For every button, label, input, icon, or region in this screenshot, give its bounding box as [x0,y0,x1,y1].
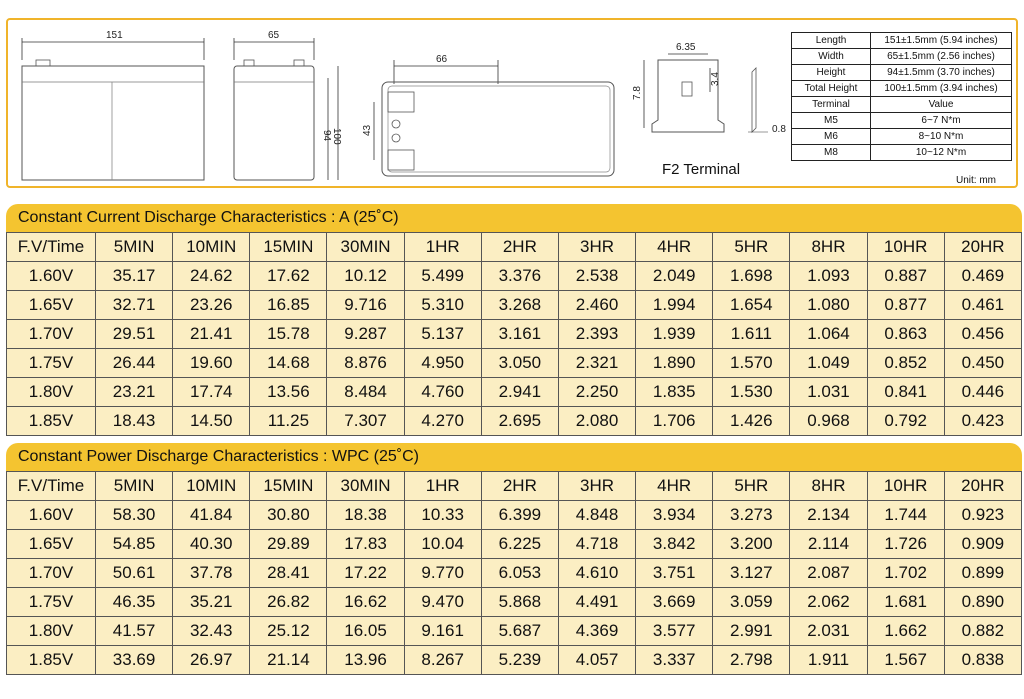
f2-terminal-drawing [632,42,786,178]
value-cell: 1.426 [713,407,790,436]
side-width-label: 65 [268,30,280,41]
value-cell: 0.852 [867,349,944,378]
value-cell: 1.567 [867,646,944,675]
value-cell: 46.35 [96,588,173,617]
value-cell: 41.57 [96,617,173,646]
value-cell: 16.62 [327,588,404,617]
table-row [7,262,1022,291]
value-cell: 3.376 [481,262,558,291]
spec-table [791,32,1012,161]
value-cell: 0.461 [944,291,1021,320]
value-cell: 3.337 [636,646,713,675]
value-cell: 1.611 [713,320,790,349]
spec-key: Height [792,65,871,81]
value-cell: 4.718 [558,530,635,559]
value-cell: 1.530 [713,378,790,407]
value-cell: 1.744 [867,501,944,530]
value-cell: 26.97 [173,646,250,675]
value-cell: 0.882 [944,617,1021,646]
value-cell: 3.161 [481,320,558,349]
value-cell: 4.270 [404,407,481,436]
value-cell: 14.68 [250,349,327,378]
value-cell: 2.062 [790,588,867,617]
value-cell: 2.031 [790,617,867,646]
value-cell: 2.321 [558,349,635,378]
terminal-key: M8 [792,145,871,161]
current-discharge-title: Constant Current Discharge Characteristics : A (25˚C) [6,204,1022,232]
value-cell: 4.610 [558,559,635,588]
value-cell: 2.695 [481,407,558,436]
voltage-cell: 1.75V [7,588,96,617]
value-cell: 35.21 [173,588,250,617]
value-cell: 2.460 [558,291,635,320]
value-cell: 2.114 [790,530,867,559]
power-discharge-title: Constant Power Discharge Characteristics : WPC (25˚C) [6,443,1022,471]
value-cell: 32.71 [96,291,173,320]
terminal-key: M5 [792,113,871,129]
terminal-header-key: Terminal [792,97,871,113]
value-cell: 17.83 [327,530,404,559]
spec-value: 151±1.5mm (5.94 inches) [871,33,1012,49]
value-cell: 0.456 [944,320,1021,349]
column-header: 10MIN [173,472,250,501]
value-cell: 26.44 [96,349,173,378]
value-cell: 40.30 [173,530,250,559]
voltage-cell: 1.85V [7,407,96,436]
table-header-row [7,472,1022,501]
value-cell: 0.899 [944,559,1021,588]
unit-label: Unit: mm [956,175,996,186]
column-header: 3HR [558,233,635,262]
current-discharge-table [6,232,1022,436]
value-cell: 2.991 [713,617,790,646]
value-cell: 2.941 [481,378,558,407]
table-row [7,559,1022,588]
terminal-thickness-label: 0.8 [772,124,786,135]
f2-terminal-label: F2 Terminal [662,161,741,178]
value-cell: 1.064 [790,320,867,349]
value-cell: 1.080 [790,291,867,320]
value-cell: 17.62 [250,262,327,291]
value-cell: 3.577 [636,617,713,646]
voltage-cell: 1.70V [7,559,96,588]
value-cell: 3.842 [636,530,713,559]
value-cell: 0.890 [944,588,1021,617]
value-cell: 0.968 [790,407,867,436]
top-view [362,54,614,176]
value-cell: 18.38 [327,501,404,530]
voltage-cell: 1.85V [7,646,96,675]
value-cell: 5.137 [404,320,481,349]
column-header: 10HR [867,233,944,262]
value-cell: 28.41 [250,559,327,588]
value-cell: 58.30 [96,501,173,530]
column-header: 4HR [636,233,713,262]
spec-value: 94±1.5mm (3.70 inches) [871,65,1012,81]
value-cell: 29.89 [250,530,327,559]
value-cell: 0.841 [867,378,944,407]
value-cell: 18.43 [96,407,173,436]
column-header: 5HR [713,472,790,501]
front-width-label: 151 [106,30,123,41]
spec-key: Length [792,33,871,49]
value-cell: 3.127 [713,559,790,588]
top-height-label: 43 [362,124,373,136]
value-cell: 35.17 [96,262,173,291]
table-row [7,530,1022,559]
value-cell: 8.267 [404,646,481,675]
value-cell: 5.239 [481,646,558,675]
voltage-cell: 1.65V [7,530,96,559]
terminal-row [792,145,1012,161]
value-cell: 1.698 [713,262,790,291]
terminal-value: 8~10 N*m [871,129,1012,145]
column-header: 10HR [867,472,944,501]
value-cell: 1.570 [713,349,790,378]
terminal-width-label: 6.35 [676,42,696,53]
value-cell: 5.687 [481,617,558,646]
value-cell: 16.05 [327,617,404,646]
voltage-cell: 1.80V [7,378,96,407]
value-cell: 32.43 [173,617,250,646]
value-cell: 0.877 [867,291,944,320]
current-discharge-section [6,204,1022,436]
value-cell: 30.80 [250,501,327,530]
value-cell: 9.716 [327,291,404,320]
value-cell: 0.446 [944,378,1021,407]
spec-row [792,65,1012,81]
value-cell: 26.82 [250,588,327,617]
value-cell: 4.057 [558,646,635,675]
column-header: 30MIN [327,472,404,501]
terminal-value: 10~12 N*m [871,145,1012,161]
value-cell: 17.22 [327,559,404,588]
column-header: 15MIN [250,233,327,262]
value-cell: 15.78 [250,320,327,349]
table-row [7,349,1022,378]
terminal-height-label: 7.8 [632,86,643,100]
power-discharge-table [6,471,1022,675]
column-header: 2HR [481,472,558,501]
value-cell: 5.499 [404,262,481,291]
value-cell: 6.399 [481,501,558,530]
value-cell: 1.835 [636,378,713,407]
front-view [22,30,204,180]
value-cell: 21.14 [250,646,327,675]
value-cell: 3.059 [713,588,790,617]
voltage-cell: 1.65V [7,291,96,320]
value-cell: 9.287 [327,320,404,349]
spec-row [792,49,1012,65]
column-header: 2HR [481,233,558,262]
value-cell: 17.74 [173,378,250,407]
value-cell: 33.69 [96,646,173,675]
value-cell: 2.134 [790,501,867,530]
value-cell: 1.093 [790,262,867,291]
terminal-value: 6~7 N*m [871,113,1012,129]
terminal-row [792,113,1012,129]
value-cell: 6.225 [481,530,558,559]
value-cell: 3.273 [713,501,790,530]
value-cell: 1.681 [867,588,944,617]
value-cell: 41.84 [173,501,250,530]
value-cell: 1.726 [867,530,944,559]
height-label-100: 100 [331,128,342,145]
spec-row [792,33,1012,49]
spec-value: 65±1.5mm (2.56 inches) [871,49,1012,65]
value-cell: 3.268 [481,291,558,320]
table-row [7,617,1022,646]
value-cell: 1.049 [790,349,867,378]
voltage-cell: 1.60V [7,501,96,530]
value-cell: 13.56 [250,378,327,407]
value-cell: 2.080 [558,407,635,436]
spec-value: 100±1.5mm (3.94 inches) [871,81,1012,97]
value-cell: 4.760 [404,378,481,407]
value-cell: 0.450 [944,349,1021,378]
value-cell: 1.702 [867,559,944,588]
value-cell: 50.61 [96,559,173,588]
value-cell: 54.85 [96,530,173,559]
value-cell: 1.662 [867,617,944,646]
value-cell: 0.909 [944,530,1021,559]
table-row [7,407,1022,436]
value-cell: 19.60 [173,349,250,378]
column-header: 4HR [636,472,713,501]
value-cell: 1.031 [790,378,867,407]
column-header: 1HR [404,233,481,262]
column-header: 5HR [713,233,790,262]
value-cell: 10.12 [327,262,404,291]
value-cell: 0.863 [867,320,944,349]
table-row [7,291,1022,320]
value-cell: 23.21 [96,378,173,407]
table-row [7,588,1022,617]
value-cell: 13.96 [327,646,404,675]
table-row [7,320,1022,349]
value-cell: 2.393 [558,320,635,349]
spec-key: Width [792,49,871,65]
side-view [234,30,342,180]
column-header: 8HR [790,472,867,501]
value-cell: 23.26 [173,291,250,320]
value-cell: 2.250 [558,378,635,407]
column-header: 5MIN [96,233,173,262]
column-header: 20HR [944,472,1021,501]
spec-key: Total Height [792,81,871,97]
column-header: 10MIN [173,233,250,262]
value-cell: 11.25 [250,407,327,436]
value-cell: 2.087 [790,559,867,588]
terminal-slot-label: 3.4 [710,72,721,86]
value-cell: 0.792 [867,407,944,436]
height-label-94: 94 [321,130,332,142]
voltage-cell: 1.70V [7,320,96,349]
value-cell: 2.798 [713,646,790,675]
value-cell: 0.838 [944,646,1021,675]
column-header: 5MIN [96,472,173,501]
table-row [7,501,1022,530]
terminal-header-value: Value [871,97,1012,113]
value-cell: 14.50 [173,407,250,436]
column-header: 1HR [404,472,481,501]
column-header: F.V/Time [7,233,96,262]
table-row [7,646,1022,675]
value-cell: 0.923 [944,501,1021,530]
value-cell: 1.654 [713,291,790,320]
value-cell: 1.706 [636,407,713,436]
terminal-header-row [792,97,1012,113]
value-cell: 1.939 [636,320,713,349]
column-header: 20HR [944,233,1021,262]
value-cell: 8.876 [327,349,404,378]
column-header: F.V/Time [7,472,96,501]
value-cell: 37.78 [173,559,250,588]
value-cell: 0.887 [867,262,944,291]
value-cell: 5.310 [404,291,481,320]
top-width-label: 66 [436,54,448,65]
column-header: 8HR [790,233,867,262]
column-header: 3HR [558,472,635,501]
column-header: 30MIN [327,233,404,262]
value-cell: 4.848 [558,501,635,530]
value-cell: 3.669 [636,588,713,617]
value-cell: 10.33 [404,501,481,530]
value-cell: 8.484 [327,378,404,407]
value-cell: 9.161 [404,617,481,646]
value-cell: 9.770 [404,559,481,588]
value-cell: 1.890 [636,349,713,378]
power-discharge-section [6,443,1022,675]
voltage-cell: 1.75V [7,349,96,378]
value-cell: 3.050 [481,349,558,378]
value-cell: 7.307 [327,407,404,436]
value-cell: 10.04 [404,530,481,559]
value-cell: 0.423 [944,407,1021,436]
value-cell: 2.538 [558,262,635,291]
value-cell: 24.62 [173,262,250,291]
value-cell: 0.469 [944,262,1021,291]
terminal-row [792,129,1012,145]
terminal-key: M6 [792,129,871,145]
column-header: 15MIN [250,472,327,501]
voltage-cell: 1.80V [7,617,96,646]
value-cell: 6.053 [481,559,558,588]
value-cell: 1.994 [636,291,713,320]
table-header-row [7,233,1022,262]
value-cell: 1.911 [790,646,867,675]
spec-row [792,81,1012,97]
value-cell: 5.868 [481,588,558,617]
voltage-cell: 1.60V [7,262,96,291]
value-cell: 3.934 [636,501,713,530]
value-cell: 3.751 [636,559,713,588]
value-cell: 29.51 [96,320,173,349]
value-cell: 2.049 [636,262,713,291]
value-cell: 4.491 [558,588,635,617]
value-cell: 25.12 [250,617,327,646]
value-cell: 4.950 [404,349,481,378]
value-cell: 16.85 [250,291,327,320]
value-cell: 21.41 [173,320,250,349]
value-cell: 4.369 [558,617,635,646]
value-cell: 3.200 [713,530,790,559]
value-cell: 9.470 [404,588,481,617]
table-row [7,378,1022,407]
